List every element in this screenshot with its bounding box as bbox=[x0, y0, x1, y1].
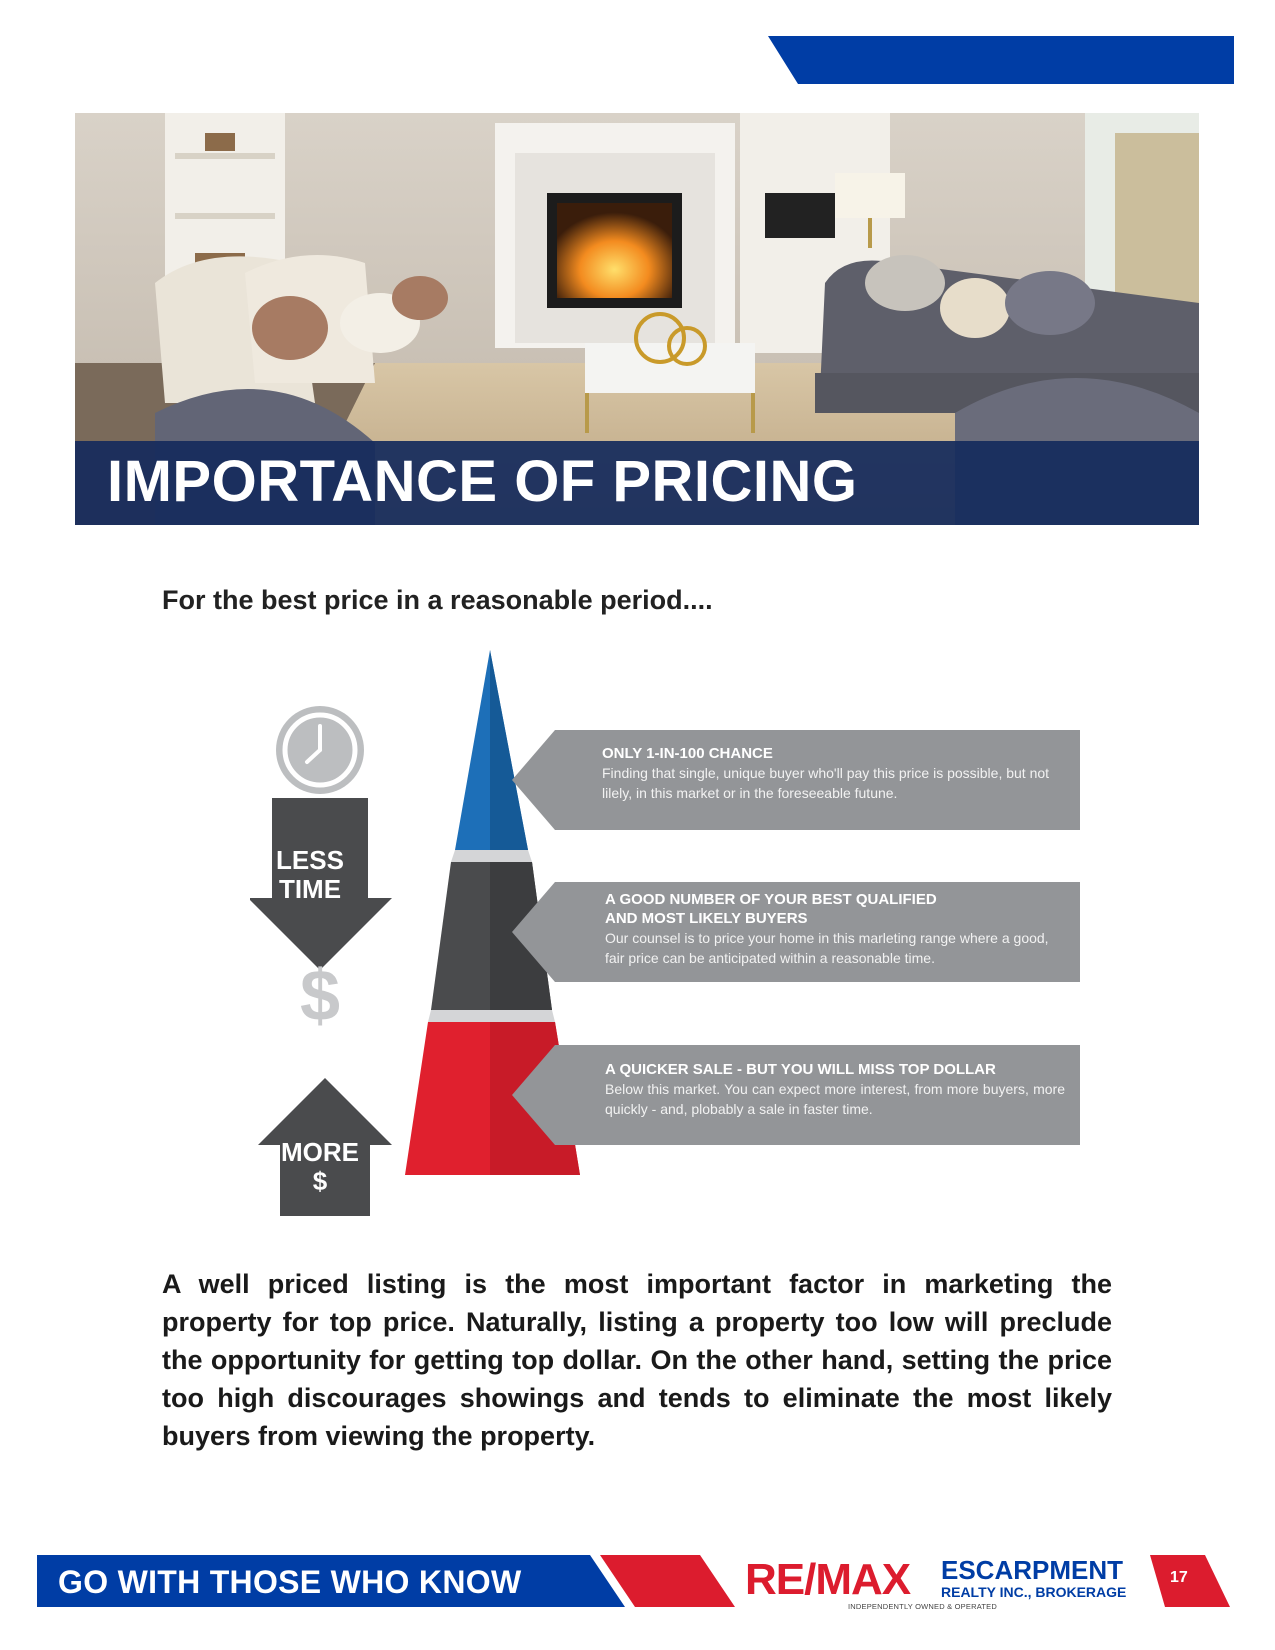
footer bbox=[0, 1555, 1275, 1615]
callout-top-title: ONLY 1-IN-100 CHANCE bbox=[602, 745, 773, 762]
callout-top-body: Finding that single, unique buyer who'll pay this price is possible, but not lilely, in this market or in the foreseeable futune. bbox=[602, 765, 1050, 801]
more-money-label bbox=[280, 1138, 360, 1196]
money-label: $ bbox=[312, 1166, 328, 1196]
clock-icon bbox=[276, 706, 364, 794]
footer-slogan: GO WITH THOSE WHO KNOW bbox=[58, 1564, 522, 1600]
body-paragraph: A well priced listing is the most important factor in marketing the property for top price. Naturally, listing a property too low will preclude the opportunity for getting top dollar. On the other hand, setting the price too high discourages showings and tends to eliminate the most likely buyers from viewing the property. bbox=[162, 1269, 1112, 1451]
subtitle: For the best price in a reasonable period.... bbox=[162, 585, 713, 615]
remax-logo-re: RE/ bbox=[745, 1555, 816, 1604]
hero-banner bbox=[75, 113, 1199, 525]
callout-middle-title: A GOOD NUMBER OF YOUR BEST QUALIFIED bbox=[605, 891, 937, 908]
page-title: IMPORTANCE OF PRICING bbox=[107, 449, 858, 514]
callout-bottom-title: A QUICKER SALE - BUT YOU WILL MISS TOP DOLLAR bbox=[605, 1061, 996, 1078]
time-label: TIME bbox=[278, 874, 342, 904]
remax-logo bbox=[745, 1555, 911, 1604]
callout-bottom-text bbox=[605, 1060, 1065, 1119]
dollar-icon: $ bbox=[299, 956, 341, 1036]
brokerage-name: ESCARPMENT bbox=[941, 1555, 1124, 1585]
hero-title-band bbox=[75, 441, 1199, 525]
page-number: 17 bbox=[1170, 1569, 1188, 1586]
callout-top-text bbox=[602, 744, 1072, 803]
callout-middle-body: Our counsel is to price your home in this marleting range where a good, fair price can be anticipated within a reasonable time. bbox=[605, 930, 1049, 966]
callout-middle-title-line2: AND MOST LIKELY BUYERS bbox=[605, 910, 808, 927]
less-time-label bbox=[270, 846, 350, 904]
callout-middle-text bbox=[605, 890, 1065, 968]
remax-logo-max: MAX bbox=[815, 1555, 911, 1604]
brokerage-subtitle: REALTY INC., BROKERAGE bbox=[941, 1584, 1127, 1600]
less-label: LESS bbox=[276, 845, 344, 875]
brokerage-tagline: INDEPENDENTLY OWNED & OPERATED bbox=[848, 1602, 997, 1611]
callout-bottom-body: Below this market. You can expect more interest, from more buyers, more quickly - and, plobably a sale in faster time. bbox=[605, 1081, 1065, 1117]
more-label: MORE bbox=[281, 1137, 359, 1167]
pricing-infographic bbox=[250, 650, 1100, 1225]
top-accent-bar bbox=[768, 36, 1234, 84]
